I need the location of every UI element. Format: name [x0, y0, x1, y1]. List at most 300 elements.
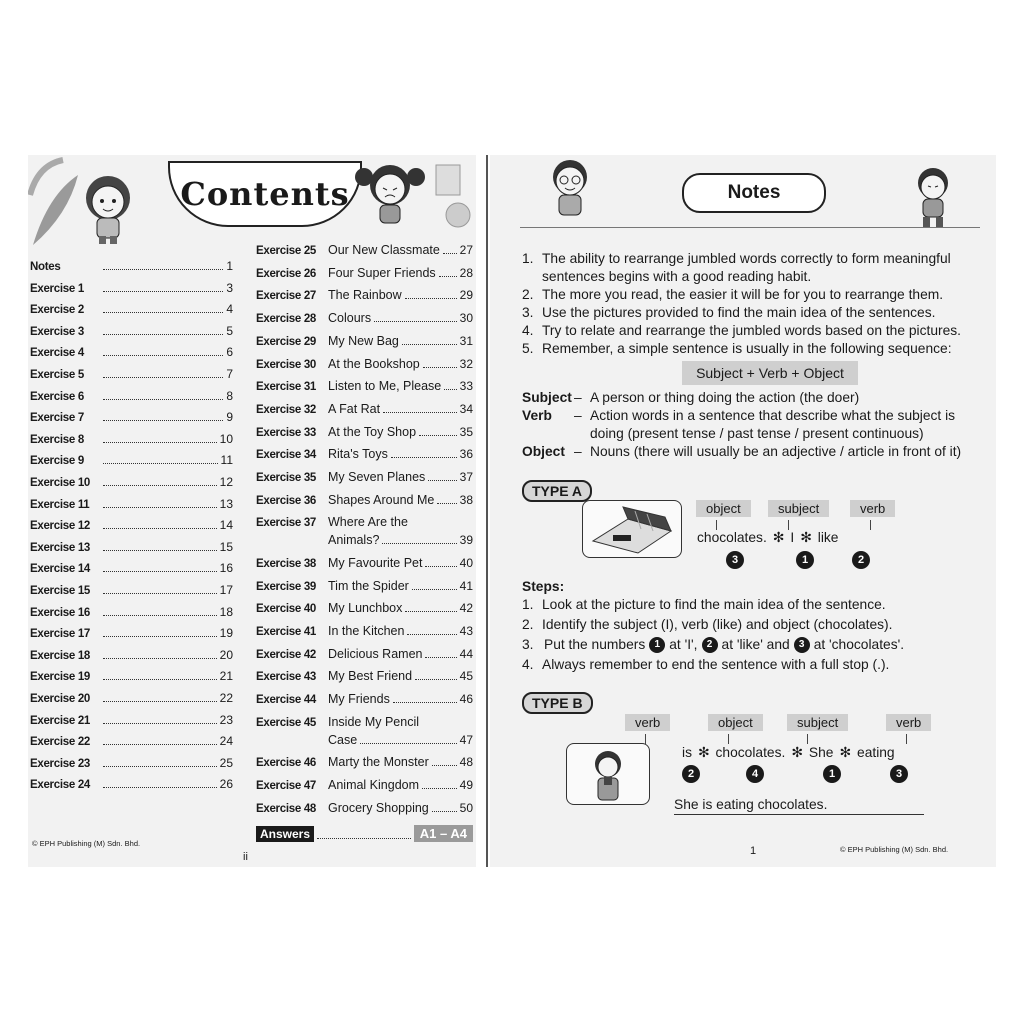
toc-entry[interactable]	[30, 475, 233, 489]
toc-entry-title: Marty the Monster	[328, 755, 429, 770]
toc-entry[interactable]	[256, 556, 473, 570]
stationery-decoration-icon	[428, 155, 476, 235]
step-text: at 'I',	[669, 637, 698, 652]
toc-entry[interactable]	[30, 324, 233, 338]
toc-entry-page: 18	[219, 604, 233, 619]
toc-entry[interactable]	[256, 801, 473, 815]
toc-leader-dots	[103, 485, 217, 486]
tag-arrow	[870, 520, 871, 530]
word-role-tag: object	[696, 500, 751, 517]
toc-entry-page: 23	[219, 712, 233, 727]
toc-leader-dots	[103, 355, 223, 356]
toc-entry[interactable]	[30, 648, 233, 662]
toc-entry[interactable]	[256, 778, 473, 792]
toc-entry-page: 15	[219, 539, 233, 554]
toc-entry-label: Exercise 16	[30, 606, 91, 619]
toc-entry[interactable]	[256, 755, 473, 769]
note-line	[522, 340, 992, 358]
contents-banner	[28, 155, 476, 250]
toc-entry-page: 46	[459, 692, 473, 707]
toc-leader-dots	[103, 463, 218, 464]
toc-entry[interactable]	[256, 447, 473, 461]
jumbled-word: is	[682, 745, 692, 760]
toc-entry-page: 12	[219, 475, 233, 489]
toc-entry-title: My Lunchbox	[328, 601, 403, 616]
toc-entry[interactable]	[256, 624, 473, 638]
toc-entry-page: 30	[459, 311, 473, 326]
toc-entry-page: 37	[459, 470, 473, 484]
toc-entry-label: Exercise 12	[30, 520, 91, 533]
step-number: 4.	[522, 657, 534, 672]
toc-entry-label: Exercise 32	[256, 403, 317, 416]
toc-leader-dots	[419, 435, 457, 436]
toc-entry[interactable]	[256, 402, 473, 416]
note-line	[522, 304, 992, 322]
toc-entry[interactable]	[30, 367, 233, 381]
toc-entry-title: Four Super Friends	[328, 265, 436, 280]
toc-entry-title: Where Are the	[328, 515, 408, 530]
jumbled-word: like	[817, 530, 839, 545]
toc-leader-dots	[103, 615, 217, 616]
toc-entry-title: At the Toy Shop	[328, 424, 417, 439]
definition-text: Action words in a sentence that describe what the subject is	[590, 408, 956, 423]
page-number-right: 1	[750, 845, 757, 857]
order-number-circle: 1	[823, 765, 841, 783]
toc-entry[interactable]	[30, 540, 233, 554]
sentence-formula: Subject + Verb + Object	[682, 361, 858, 385]
note-text: The ability to rearrange jumbled words correctly to form meaningful	[542, 251, 951, 266]
toc-entry-label: Exercise 10	[30, 477, 91, 489]
toc-entry-label: Exercise 27	[256, 290, 317, 303]
definition-dash: –	[574, 390, 582, 405]
toc-entry-label: Exercise 46	[256, 757, 317, 770]
toc-entry-continued[interactable]	[256, 733, 473, 747]
toc-entry-continued[interactable]	[256, 533, 473, 547]
toc-entry-title: A Fat Rat	[328, 401, 381, 416]
word-role-tag: subject	[787, 714, 848, 731]
toc-entry[interactable]	[256, 288, 473, 302]
toc-entry-page: 33	[459, 379, 473, 394]
toc-leader-dots	[103, 550, 217, 551]
note-text: Remember, a simple sentence is usually in the following sequence:	[542, 341, 952, 356]
toc-leader-dots	[428, 480, 456, 481]
toc-leader-dots	[383, 412, 457, 413]
toc-entry-title: Shapes Around Me	[328, 492, 435, 507]
toc-entry-label: Exercise 13	[30, 541, 91, 554]
toc-entry-page: 8	[226, 388, 233, 403]
toc-leader-dots	[103, 528, 217, 529]
toc-entry-title: My Favourite Pet	[328, 555, 423, 570]
toc-entry-label: Exercise 20	[30, 693, 91, 705]
toc-entry-label: Exercise 11	[30, 498, 90, 511]
toc-entry-page: 6	[226, 345, 233, 360]
toc-leader-dots	[415, 679, 457, 680]
step-number: 2.	[522, 617, 534, 632]
toc-entry[interactable]	[30, 389, 233, 403]
toc-leader-dots	[412, 589, 457, 590]
toc-entry-title: My Seven Planes	[328, 470, 426, 484]
step-text: Always remember to end the sentence with a full stop (.).	[542, 657, 890, 672]
order-number-circle: 2	[852, 551, 870, 569]
toc-entry-label: Exercise 6	[30, 390, 84, 403]
definition-line	[522, 425, 992, 443]
toc-leader-dots	[374, 321, 457, 322]
toc-entry-page: 32	[459, 356, 473, 371]
toc-entry-label: Exercise 44	[256, 694, 317, 707]
note-text: Use the pictures provided to find the main idea of the sentences.	[542, 305, 936, 320]
contents-title: Contents	[168, 161, 362, 227]
toc-leader-dots	[103, 442, 217, 443]
toc-leader-dots	[103, 571, 217, 572]
definition-line	[522, 389, 992, 407]
toc-entry-label: Exercise 43	[256, 671, 317, 684]
toc-entry-label: Exercise 5	[30, 369, 84, 381]
notes-banner	[490, 155, 996, 240]
toc-entry[interactable]	[256, 311, 473, 325]
contents-page	[28, 155, 476, 867]
step-line	[522, 656, 992, 676]
toc-leader-dots	[103, 766, 217, 767]
definition-text: A person or thing doing the action (the doer)	[590, 390, 860, 405]
toc-entry-label: Exercise 24	[30, 779, 91, 792]
toc-entry[interactable]	[256, 493, 473, 507]
toc-entry[interactable]	[256, 357, 473, 371]
word-separator: ✻	[791, 745, 803, 760]
toc-leader-dots	[443, 253, 457, 254]
toc-entry-label: Exercise 36	[256, 494, 317, 507]
toc-leader-dots	[423, 367, 457, 368]
notes-page	[490, 155, 996, 867]
toc-entry-page: 41	[459, 578, 473, 593]
step-text: at 'like' and	[721, 637, 790, 652]
toc-entry[interactable]	[30, 281, 233, 295]
toc-entry-page: 44	[459, 646, 473, 661]
toc-leader-dots	[432, 811, 457, 812]
toc-entry-label: Notes	[30, 261, 61, 273]
toc-entry-page: 17	[219, 583, 233, 597]
toc-entry-label: Exercise 31	[256, 381, 317, 394]
page-number-left: ii	[243, 851, 248, 863]
definition-text: doing (present tense / past tense / present continuous)	[590, 426, 924, 441]
type-b-label: TYPE B	[522, 692, 593, 714]
toc-entry[interactable]	[30, 734, 233, 748]
toc-leader-dots	[103, 269, 223, 270]
toc-entry[interactable]	[30, 432, 233, 446]
toc-entry-label: Exercise 15	[30, 585, 91, 597]
toc-entry-title: Tim the Spider	[328, 578, 409, 593]
copyright-right: © EPH Publishing (M) Sdn. Bhd.	[840, 845, 949, 854]
word-role-tag: object	[708, 714, 763, 731]
toc-entry-title: Listen to Me, Please	[328, 379, 442, 394]
toc-leader-dots	[317, 838, 411, 839]
toc-entry-label: Exercise 3	[30, 325, 84, 338]
girl-cartoon-icon	[73, 170, 143, 248]
toc-entry-label: Exercise 39	[256, 580, 317, 593]
note-line	[522, 322, 992, 340]
toc-leader-dots	[103, 636, 217, 637]
toc-leader-dots	[444, 389, 456, 390]
toc-entry-label: Exercise 25	[256, 245, 317, 257]
chocolate-bar-icon	[583, 501, 681, 557]
toc-entry-label: Exercise 9	[30, 455, 84, 468]
toc-entry[interactable]	[256, 515, 473, 529]
toc-entry-title: In the Kitchen	[328, 624, 405, 638]
toc-entry-page: 19	[219, 626, 233, 641]
toc-entry-page: 14	[219, 518, 233, 533]
toc-leader-dots	[103, 399, 223, 400]
definitions-list	[522, 389, 992, 461]
word-role-tag: verb	[886, 714, 931, 731]
definition-text: Nouns (there will usually be an adjective / article in front of it)	[590, 444, 962, 459]
tag-arrow	[906, 734, 907, 744]
word-separator: ✻	[697, 745, 710, 760]
word-role-tag: subject	[768, 500, 829, 517]
toc-entry-page: 38	[459, 492, 473, 507]
toc-entry-page: 26	[219, 777, 233, 792]
answers-range: A1 – A4	[414, 825, 473, 842]
toc-entry-label: Exercise 28	[256, 313, 317, 326]
toc-entry-title: At the Bookshop	[328, 356, 420, 371]
toc-entry[interactable]	[30, 777, 233, 791]
chocolate-picture	[582, 500, 682, 558]
step-line	[522, 636, 992, 656]
girl-eating-picture	[566, 743, 650, 805]
note-number: 4.	[522, 323, 534, 338]
toc-leader-dots	[422, 788, 457, 789]
definition-line	[522, 407, 992, 425]
toc-entry-page: 45	[459, 669, 473, 684]
jumbled-word: I	[790, 530, 795, 545]
word-separator: ✻	[839, 745, 852, 760]
jumbled-word: eating	[857, 745, 895, 760]
toc-leader-dots	[103, 377, 223, 378]
toc-answers-entry[interactable]	[256, 825, 473, 842]
toc-entry-label: Exercise 48	[256, 802, 317, 815]
toc-entry-title: Colours	[328, 311, 372, 326]
toc-entry-title-cont: Case	[328, 732, 358, 747]
type-b-answer: She is eating chocolates.	[674, 796, 924, 815]
toc-entry-label: Exercise 33	[256, 426, 317, 439]
toc-entry-title: Delicious Ramen	[328, 646, 423, 661]
toc-entry-label: Exercise 2	[30, 304, 84, 317]
boy-running-cartoon-icon	[908, 163, 958, 233]
jumbled-word: She	[808, 745, 834, 760]
toc-entry[interactable]	[256, 266, 473, 280]
definition-term: Object	[522, 444, 565, 459]
type-b-sentence	[682, 744, 895, 762]
jumbled-word: chocolates.	[715, 745, 786, 760]
toc-leader-dots	[103, 679, 217, 680]
toc-entry-label: Exercise 18	[30, 649, 91, 662]
toc-leader-dots	[103, 312, 223, 313]
toc-leader-dots	[425, 657, 456, 658]
jumbled-word: chocolates.	[697, 530, 767, 545]
toc-entry-label: Exercise 35	[256, 472, 317, 484]
type-a-label: TYPE A	[522, 480, 592, 502]
step-number: 3.	[522, 637, 534, 652]
toc-entry[interactable]	[256, 579, 473, 593]
toc-entry-label: Exercise 45	[256, 716, 317, 729]
definition-dash: –	[574, 408, 582, 423]
toc-entry[interactable]	[30, 561, 233, 575]
step-line	[522, 616, 992, 636]
toc-entry-title: Animal Kingdom	[328, 778, 420, 792]
book-spine	[486, 155, 488, 867]
definition-dash: –	[574, 444, 582, 459]
toc-entry-page: 29	[459, 288, 473, 303]
toc-entry[interactable]	[256, 334, 473, 348]
toc-entry[interactable]	[256, 601, 473, 615]
step-line	[522, 596, 992, 616]
notes-list	[522, 250, 992, 358]
toc-leader-dots	[103, 420, 223, 421]
answers-label: Answers	[256, 826, 314, 842]
toc-leader-dots	[103, 291, 223, 292]
toc-entry[interactable]	[30, 302, 233, 316]
toc-entry[interactable]	[256, 647, 473, 661]
toc-entry-label: Exercise 26	[256, 267, 317, 280]
toc-entry-title: Our New Classmate	[328, 243, 440, 257]
word-role-tag: verb	[850, 500, 895, 517]
toc-entry[interactable]	[30, 626, 233, 640]
toc-entry[interactable]	[256, 692, 473, 706]
order-number-circle: 3	[726, 551, 744, 569]
toc-entry[interactable]	[30, 410, 233, 424]
order-number-circle: 2	[702, 637, 718, 653]
note-line	[522, 250, 992, 268]
toc-entry-page: 11	[220, 453, 233, 468]
toc-entry-title: Rita's Toys	[328, 447, 388, 462]
toc-leader-dots	[360, 743, 456, 744]
steps-list	[522, 596, 992, 676]
note-number: 5.	[522, 341, 534, 356]
toc-entry-page: 48	[459, 755, 473, 770]
toc-leader-dots	[425, 566, 456, 567]
copyright-left: © EPH Publishing (M) Sdn. Bhd.	[32, 839, 141, 848]
toc-entry-title: The Rainbow	[328, 288, 402, 303]
girl-eating-icon	[567, 744, 649, 804]
toc-entry-page: 9	[226, 410, 233, 425]
toc-leader-dots	[103, 723, 217, 724]
definition-term: Subject	[522, 390, 572, 405]
order-number-circle: 3	[890, 765, 908, 783]
toc-entry-page: 27	[459, 243, 473, 257]
toc-entry-page: 13	[219, 496, 233, 511]
toc-leader-dots	[391, 457, 457, 458]
step-text: Look at the picture to find the main idea of the sentence.	[542, 597, 886, 612]
toc-entry-label: Exercise 37	[256, 517, 317, 530]
toc-entry-page: 25	[219, 755, 233, 770]
toc-entry-page: 40	[459, 555, 473, 570]
toc-entry[interactable]	[30, 518, 233, 532]
step-text: at 'chocolates'.	[813, 637, 905, 652]
toc-leader-dots	[432, 765, 457, 766]
toc-entry[interactable]	[256, 379, 473, 393]
toc-entry[interactable]	[256, 669, 473, 683]
definition-dash	[574, 425, 590, 443]
toc-entry-page: 31	[459, 333, 473, 348]
toc-leader-dots	[382, 543, 456, 544]
toc-leader-dots	[103, 787, 217, 788]
toc-entry-label: Exercise 14	[30, 563, 91, 576]
toc-entry[interactable]	[30, 497, 233, 511]
toc-entry-page: 3	[226, 280, 233, 295]
toc-entry[interactable]	[256, 470, 473, 484]
order-number-circle: 4	[746, 765, 764, 783]
step-number: 1.	[522, 597, 534, 612]
toc-entry-page: 22	[219, 691, 233, 705]
toc-leader-dots	[405, 611, 456, 612]
toc-entry[interactable]	[256, 715, 473, 729]
toc-entry[interactable]	[30, 756, 233, 770]
toc-entry-label: Exercise 42	[256, 648, 317, 661]
toc-entry-label: Exercise 38	[256, 557, 317, 570]
toc-entry-title: My New Bag	[328, 333, 399, 348]
toc-entry[interactable]	[30, 691, 233, 705]
tag-arrow	[807, 734, 808, 744]
toc-entry-label: Exercise 34	[256, 449, 317, 462]
toc-entry-page: 50	[459, 800, 473, 815]
toc-entry-label: Exercise 41	[256, 626, 317, 638]
boy-glasses-cartoon-icon	[545, 155, 595, 223]
toc-left-column	[30, 259, 240, 819]
word-role-tag: verb	[625, 714, 670, 731]
toc-entry-label: Exercise 21	[30, 714, 91, 727]
toc-entry-label: Exercise 7	[30, 412, 84, 425]
note-text: Try to relate and rearrange the jumbled words based on the pictures.	[542, 323, 961, 338]
toc-entry-label: Exercise 22	[30, 736, 91, 749]
toc-entry-title: Inside My Pencil	[328, 714, 420, 729]
toc-entry-title: My Friends	[328, 692, 390, 707]
toc-entry[interactable]	[30, 583, 233, 597]
toc-entry-page: 34	[459, 401, 473, 416]
toc-leader-dots	[405, 298, 457, 299]
toc-entry[interactable]	[30, 605, 233, 619]
toc-entry-page: 35	[459, 424, 473, 439]
toc-leader-dots	[103, 701, 217, 702]
girl-pigtails-cartoon-icon	[350, 155, 430, 235]
toc-entry[interactable]	[30, 713, 233, 727]
toc-entry-page: 49	[459, 778, 473, 792]
toc-leader-dots	[103, 744, 217, 745]
definition-line	[522, 443, 992, 461]
step-text: Identify the subject (I), verb (like) and object (chocolates).	[542, 617, 893, 632]
toc-entry-page: 20	[219, 647, 233, 662]
definition-term	[522, 425, 574, 443]
toc-entry-page: 47	[459, 732, 473, 747]
toc-entry[interactable]	[256, 425, 473, 439]
toc-entry-page: 1	[226, 259, 233, 273]
definition-term: Verb	[522, 408, 552, 423]
type-a-sentence	[697, 529, 838, 547]
toc-entry-label: Exercise 19	[30, 671, 91, 684]
toc-entry-title: Grocery Shopping	[328, 800, 429, 815]
word-separator: ✻	[772, 530, 785, 545]
toc-entry-page: 39	[459, 533, 473, 548]
toc-entry-page: 28	[459, 265, 473, 280]
toc-entry-page: 43	[459, 624, 473, 638]
toc-entry[interactable]	[30, 259, 233, 273]
word-separator: ✻	[800, 530, 812, 545]
toc-entry-label: Exercise 17	[30, 628, 91, 641]
toc-entry[interactable]	[30, 345, 233, 359]
note-number: 3.	[522, 305, 534, 320]
toc-entry[interactable]	[256, 243, 473, 257]
toc-entry-label: Exercise 1	[30, 282, 84, 295]
toc-leader-dots	[393, 702, 457, 703]
toc-entry[interactable]	[30, 669, 233, 683]
toc-entry[interactable]	[30, 453, 233, 467]
